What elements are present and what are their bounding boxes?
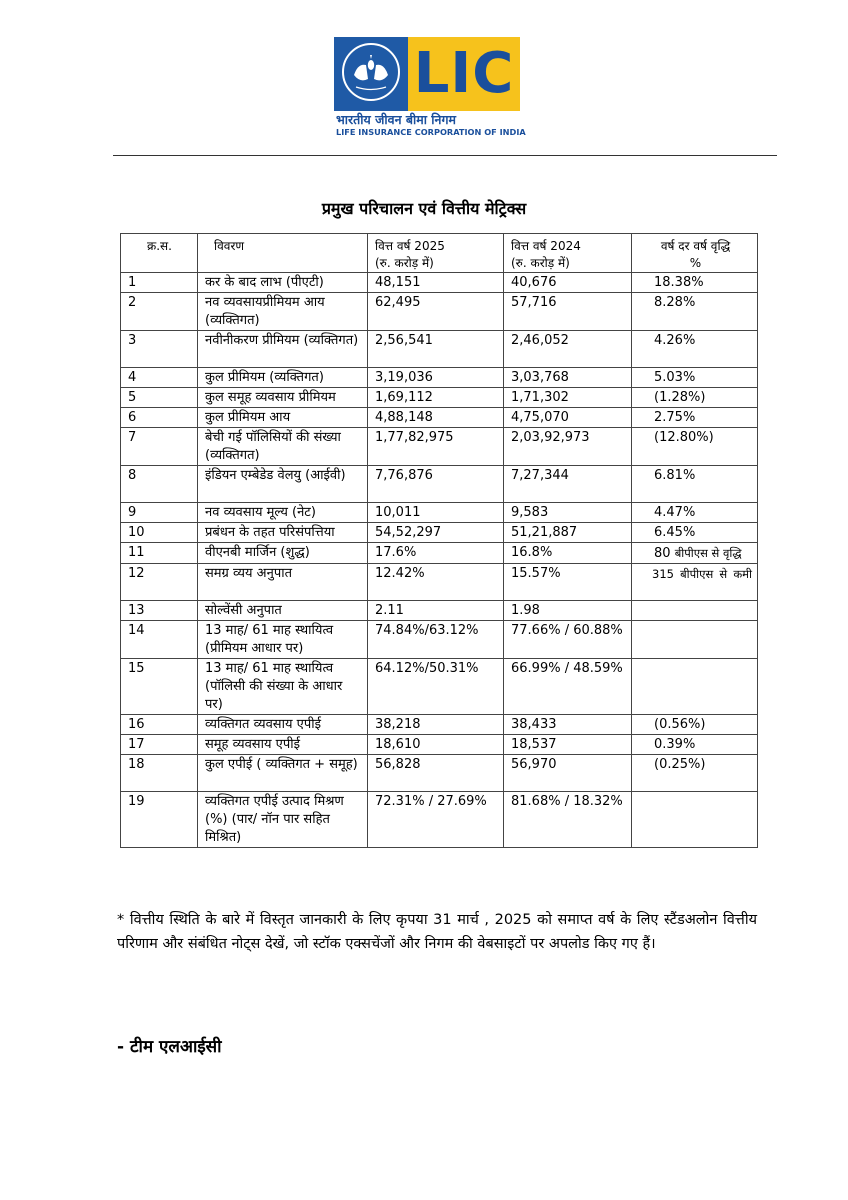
cell-fy25: 4,88,148 <box>368 408 504 428</box>
cell-desc: 13 माह/ 61 माह स्थायित्व (प्रीमियम आधार पर) <box>198 621 368 659</box>
table-row <box>121 368 758 388</box>
cell-sr: 19 <box>121 792 198 848</box>
cell-desc: समग्र व्यय अनुपात <box>198 564 368 601</box>
cell-desc: कुल समूह व्यवसाय प्रीमियम <box>198 388 368 408</box>
cell-desc: कुल प्रीमियम आय <box>198 408 368 428</box>
cell-fy25: 74.84%/63.12% <box>368 621 504 659</box>
cell-fy24: 18,537 <box>504 735 632 755</box>
cell-fy25: 54,52,297 <box>368 523 504 543</box>
cell-growth: 0.39% <box>632 735 758 755</box>
cell-sr: 8 <box>121 466 198 503</box>
table-header-row <box>121 234 758 273</box>
cell-growth <box>632 792 758 848</box>
cell-fy24: 7,27,344 <box>504 466 632 503</box>
cell-growth: 8.28% <box>632 293 758 331</box>
cell-sr: 13 <box>121 601 198 621</box>
cell-growth: (0.25%) <box>632 755 758 792</box>
cell-sr: 14 <box>121 621 198 659</box>
cell-fy24: 1,71,302 <box>504 388 632 408</box>
cell-desc: व्यक्तिगत व्यवसाय एपीई <box>198 715 368 735</box>
table-row <box>121 735 758 755</box>
cell-sr: 6 <box>121 408 198 428</box>
cell-sr: 1 <box>121 273 198 293</box>
cell-growth: (1.28%) <box>632 388 758 408</box>
table-row <box>121 792 758 848</box>
cell-fy24: 77.66% / 60.88% <box>504 621 632 659</box>
header-fy25: वित्त वर्ष 2025 (रु. करोड़ में) <box>368 234 504 273</box>
cell-growth <box>632 543 758 564</box>
cell-fy24: 1.98 <box>504 601 632 621</box>
cell-growth: 2.75% <box>632 408 758 428</box>
growth-bps-value: 315 <box>652 567 674 581</box>
cell-fy24: 4,75,070 <box>504 408 632 428</box>
page-title: प्रमुख परिचालन एवं वित्तीय मेट्रिक्स <box>321 199 527 218</box>
cell-growth <box>632 659 758 715</box>
cell-fy25: 72.31% / 27.69% <box>368 792 504 848</box>
growth-bps-text: बीपीएस से वृद्धि <box>674 546 742 560</box>
cell-desc: बेची गई पॉलिसियों की संख्या (व्यक्तिगत) <box>198 428 368 466</box>
header-sr: क्र.स. <box>121 234 198 273</box>
cell-sr: 15 <box>121 659 198 715</box>
cell-fy24: 38,433 <box>504 715 632 735</box>
cell-sr: 10 <box>121 523 198 543</box>
table-row <box>121 408 758 428</box>
cell-sr: 4 <box>121 368 198 388</box>
cell-growth: 4.47% <box>632 503 758 523</box>
cell-fy24: 81.68% / 18.32% <box>504 792 632 848</box>
table-row <box>121 293 758 331</box>
cell-fy24: 66.99% / 48.59% <box>504 659 632 715</box>
header-growth: वर्ष दर वर्ष वृद्धि % <box>632 234 758 273</box>
cell-fy25: 3,19,036 <box>368 368 504 388</box>
footnote: * वित्तीय स्थिति के बारे में विस्तृत जानकारी के लिए कृपया 31 मार्च , 2025 को समाप्त वर्ष के लिए स्टैंडअलोन वित्तीय परिणाम और संबंधित नोट्स देखें, जो स्टॉक एक्सचेंजों और निगम की वेबसाइटों पर अपलोड किए गए हैं। <box>117 912 757 952</box>
cell-fy25: 18,610 <box>368 735 504 755</box>
cell-sr: 16 <box>121 715 198 735</box>
table-row <box>121 601 758 621</box>
cell-growth: 5.03% <box>632 368 758 388</box>
cell-desc: व्यक्तिगत एपीई उत्पाद मिश्रण (%) (पार/ नॉन पार सहित मिश्रित) <box>198 792 368 848</box>
cell-fy24: 3,03,768 <box>504 368 632 388</box>
lic-emblem-icon <box>334 37 408 111</box>
cell-desc: 13 माह/ 61 माह स्थायित्व (पॉलिसी की संख्या के आधार पर) <box>198 659 368 715</box>
cell-desc: इंडियन एम्बेडेड वेलयु (आईवी) <box>198 466 368 503</box>
cell-sr: 5 <box>121 388 198 408</box>
table-row <box>121 428 758 466</box>
cell-growth: 4.26% <box>632 331 758 368</box>
table-row <box>121 273 758 293</box>
cell-desc: कुल प्रीमियम (व्यक्तिगत) <box>198 368 368 388</box>
table-row <box>121 466 758 503</box>
cell-fy25: 12.42% <box>368 564 504 601</box>
table-row <box>121 755 758 792</box>
cell-growth: 6.81% <box>632 466 758 503</box>
cell-fy24: 57,716 <box>504 293 632 331</box>
cell-fy24: 40,676 <box>504 273 632 293</box>
table-row <box>121 543 758 564</box>
growth-bps-value: 80 <box>654 546 671 561</box>
lic-brand-text: LIC <box>413 41 515 106</box>
cell-sr: 9 <box>121 503 198 523</box>
cell-fy25: 62,495 <box>368 293 504 331</box>
cell-fy24: 51,21,887 <box>504 523 632 543</box>
cell-desc: प्रबंधन के तहत परिसंपत्तिया <box>198 523 368 543</box>
cell-fy25: 1,77,82,975 <box>368 428 504 466</box>
cell-growth <box>632 601 758 621</box>
table-row <box>121 523 758 543</box>
cell-desc: कर के बाद लाभ (पीएटी) <box>198 273 368 293</box>
table-row <box>121 388 758 408</box>
cell-growth: 6.45% <box>632 523 758 543</box>
cell-fy24: 2,46,052 <box>504 331 632 368</box>
cell-fy25: 17.6% <box>368 543 504 564</box>
cell-fy24: 56,970 <box>504 755 632 792</box>
cell-fy24: 15.57% <box>504 564 632 601</box>
cell-sr: 18 <box>121 755 198 792</box>
cell-fy25: 56,828 <box>368 755 504 792</box>
cell-desc: नव व्यवसाय मूल्य (नेट) <box>198 503 368 523</box>
cell-fy25: 38,218 <box>368 715 504 735</box>
table-row <box>121 331 758 368</box>
growth-bps-text: बीपीएस से कमी <box>680 567 753 581</box>
cell-sr: 12 <box>121 564 198 601</box>
cell-desc: सोल्वेंसी अनुपात <box>198 601 368 621</box>
table-row <box>121 564 758 601</box>
cell-desc: नव व्यवसायप्रीमियम आय (व्यक्तिगत) <box>198 293 368 331</box>
table-row <box>121 503 758 523</box>
table-row <box>121 715 758 735</box>
header-divider <box>113 155 777 156</box>
cell-growth: 18.38% <box>632 273 758 293</box>
cell-sr: 2 <box>121 293 198 331</box>
table-row <box>121 659 758 715</box>
cell-desc: समूह व्यवसाय एपीई <box>198 735 368 755</box>
cell-growth <box>632 621 758 659</box>
cell-sr: 3 <box>121 331 198 368</box>
cell-fy25: 2,56,541 <box>368 331 504 368</box>
cell-growth: (12.80%) <box>632 428 758 466</box>
cell-growth: (0.56%) <box>632 715 758 735</box>
logo-english-name: LIFE INSURANCE CORPORATION OF INDIA <box>336 127 526 137</box>
cell-desc: नवीनीकरण प्रीमियम (व्यक्तिगत) <box>198 331 368 368</box>
cell-fy25: 64.12%/50.31% <box>368 659 504 715</box>
cell-sr: 17 <box>121 735 198 755</box>
cell-sr: 7 <box>121 428 198 466</box>
table-row <box>121 621 758 659</box>
cell-fy24: 9,583 <box>504 503 632 523</box>
cell-fy25: 10,011 <box>368 503 504 523</box>
metrics-table <box>120 233 758 848</box>
cell-fy24: 2,03,92,973 <box>504 428 632 466</box>
cell-fy25: 48,151 <box>368 273 504 293</box>
lic-logo <box>334 37 526 137</box>
cell-desc: वीएनबी मार्जिन (शुद्ध) <box>198 543 368 564</box>
header-desc: विवरण <box>198 234 368 273</box>
signature: - टीम एलआईसी <box>117 1037 222 1057</box>
cell-growth <box>632 564 758 601</box>
cell-fy25: 7,76,876 <box>368 466 504 503</box>
cell-fy25: 1,69,112 <box>368 388 504 408</box>
cell-sr: 11 <box>121 543 198 564</box>
logo-hindi-name: भारतीय जीवन बीमा निगम <box>336 112 456 127</box>
cell-fy25: 2.11 <box>368 601 504 621</box>
cell-desc: कुल एपीई ( व्यक्तिगत + समूह) <box>198 755 368 792</box>
cell-fy24: 16.8% <box>504 543 632 564</box>
header-fy24: वित्त वर्ष 2024 (रु. करोड़ में) <box>504 234 632 273</box>
